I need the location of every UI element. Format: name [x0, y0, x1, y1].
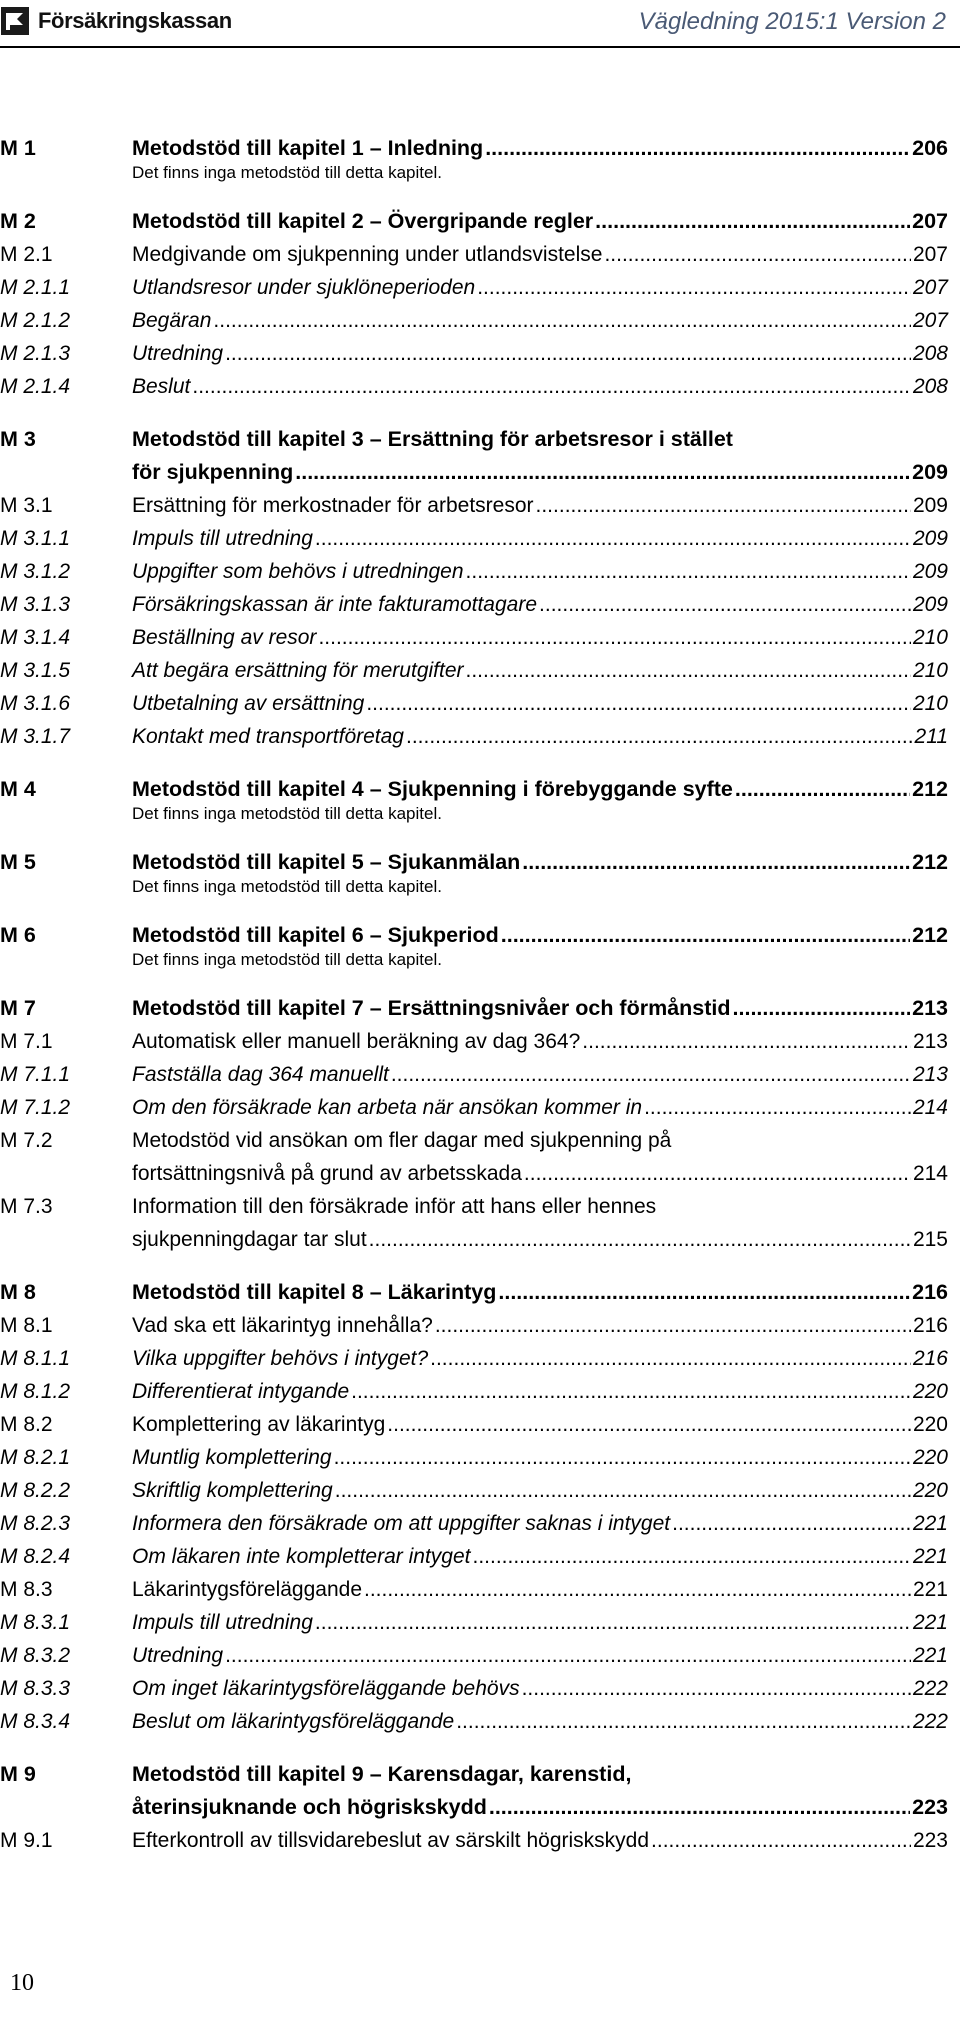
dot-leader: [406, 720, 913, 753]
toc-entry[interactable]: [0, 132, 948, 185]
toc-entry-page: 209: [912, 560, 948, 583]
dot-leader: [539, 588, 911, 621]
toc-entry-title: Metodstöd till kapitel 9 – Karensdagar, karenstid,: [132, 1762, 632, 1786]
toc-entry[interactable]: [0, 720, 948, 753]
toc-entry-title-wrap: [132, 1672, 948, 1705]
toc-entry-page: 221: [912, 1644, 948, 1667]
toc-entry-title-wrap: [132, 271, 948, 304]
toc-entry-title: Efterkontroll av tillsvidarebeslut av särskilt högriskskydd: [132, 1829, 650, 1852]
dot-leader: [595, 205, 910, 238]
toc-entry-number: M 4: [0, 777, 36, 801]
toc-entry-number: M 3.1.3: [0, 593, 71, 616]
toc-entry-page: 208: [912, 375, 948, 398]
dot-leader: [522, 846, 910, 879]
toc-entry[interactable]: [0, 588, 948, 621]
toc-entry-page: 220: [912, 1446, 948, 1469]
toc-entry-number: M 1: [0, 136, 36, 160]
dot-leader: [498, 1276, 910, 1309]
toc-entry-number: M 9: [0, 1762, 36, 1786]
toc-entry-title-wrap: [132, 992, 948, 1025]
toc-entry-page: 214: [912, 1096, 948, 1119]
toc-entry-page: 207: [912, 309, 948, 332]
dot-leader: [582, 1025, 911, 1058]
toc-entry-title-wrap: [132, 1791, 948, 1824]
dot-leader: [733, 992, 911, 1025]
toc-entry-number: M 2.1.2: [0, 309, 71, 332]
toc-entry-title: Metodstöd till kapitel 7 – Ersättningsnivåer och förmånstid: [132, 996, 731, 1020]
dot-leader: [387, 1408, 911, 1441]
dot-leader: [430, 1342, 911, 1375]
toc-entry[interactable]: [0, 337, 948, 370]
toc-entry[interactable]: [0, 1309, 948, 1342]
toc-entry-title-continued: sjukpenningdagar tar slut: [132, 1228, 367, 1251]
toc-entry-note: Det finns inga metodstöd till detta kapitel.: [132, 950, 442, 969]
toc-entry-page: 207: [912, 276, 948, 299]
toc-entry-title: Komplettering av läkarintyg: [132, 1413, 386, 1436]
toc-entry-title: Läkarintygsföreläggande: [132, 1578, 362, 1601]
toc-entry-title-wrap: [132, 1573, 948, 1606]
dot-leader: [369, 1223, 911, 1256]
toc-entry-page: 207: [912, 209, 948, 233]
toc-entry-page: 216: [912, 1280, 948, 1304]
toc-entry[interactable]: [0, 1639, 948, 1672]
flag-logo-icon: [0, 6, 30, 36]
dot-leader: [435, 1309, 911, 1342]
toc-entry[interactable]: [0, 621, 948, 654]
toc-entry[interactable]: [0, 687, 948, 720]
toc-entry[interactable]: [0, 370, 948, 403]
logo-text: Försäkringskassan: [38, 8, 232, 33]
toc-entry[interactable]: [0, 1540, 948, 1573]
toc-entry-title: Metodstöd till kapitel 4 – Sjukpenning i förebyggande syfte: [132, 777, 733, 801]
toc-entry-title: Medgivande om sjukpenning under utlandsvistelse: [132, 243, 603, 266]
toc-entry-page: 212: [912, 850, 948, 874]
toc-entry-page: 221: [912, 1578, 948, 1601]
toc-entry-page: 221: [912, 1611, 948, 1634]
toc-entry[interactable]: [0, 1441, 948, 1474]
toc-entry[interactable]: [0, 1058, 948, 1091]
dot-leader: [522, 1672, 911, 1705]
toc-entry[interactable]: [0, 1573, 948, 1606]
toc-entry-title-wrap: [132, 1441, 948, 1474]
toc-entry-title-wrap: [132, 337, 948, 370]
toc-entry-note: Det finns inga metodstöd till detta kapitel.: [132, 804, 442, 823]
toc-entry[interactable]: [0, 555, 948, 588]
toc-entry-title-wrap: [132, 1824, 948, 1857]
toc-entry[interactable]: [0, 1672, 948, 1705]
toc-entry-title-wrap: [132, 1606, 948, 1639]
toc-entry-title-wrap: [132, 489, 948, 522]
toc-entry-title-wrap: [132, 555, 948, 588]
toc-entry-title: Försäkringskassan är inte fakturamottagare: [132, 593, 538, 616]
toc-entry-number: M 8.2.2: [0, 1479, 71, 1502]
dot-leader: [651, 1824, 911, 1857]
toc-entry-number: M 3.1.7: [0, 725, 71, 748]
toc-entry[interactable]: [0, 522, 948, 555]
toc-entry-number: M 7.2: [0, 1129, 53, 1152]
toc-entry-number: M 8.3.3: [0, 1677, 71, 1700]
toc-entry-page: 220: [912, 1479, 948, 1502]
toc-entry-number: M 7.1.1: [0, 1063, 71, 1086]
toc-entry-title: Om inget läkarintygsföreläggande behövs: [132, 1677, 520, 1700]
toc-entry-page: 221: [912, 1545, 948, 1568]
toc-entry-number: M 6: [0, 923, 36, 947]
toc-entry-title: Utredning: [132, 1644, 224, 1667]
toc-entry-title-wrap: [132, 720, 948, 753]
toc-entry-title-wrap: [132, 238, 948, 271]
logo: [0, 6, 232, 36]
dot-leader: [366, 687, 911, 720]
dot-leader: [644, 1091, 911, 1124]
toc-entry-number: M 3: [0, 427, 36, 451]
toc-entry-page: 216: [912, 1347, 948, 1370]
toc-entry-title: Metodstöd till kapitel 1 – Inledning: [132, 136, 484, 160]
toc-entry-title: Metodstöd till kapitel 6 – Sjukperiod: [132, 923, 499, 947]
toc-entry-number: M 8.3: [0, 1578, 53, 1601]
toc-entry-page: 222: [912, 1710, 948, 1733]
toc-entry-title: Utlandsresor under sjuklöneperioden: [132, 276, 476, 299]
toc-entry[interactable]: [0, 919, 948, 972]
toc-entry-page: 222: [912, 1677, 948, 1700]
toc-entry-page: 208: [912, 342, 948, 365]
dot-leader: [489, 1791, 910, 1824]
dot-leader: [364, 1573, 911, 1606]
dot-leader: [334, 1441, 911, 1474]
toc-entry-title-wrap: [132, 1276, 948, 1309]
dot-leader: [456, 1705, 911, 1738]
page-number: 10: [10, 1970, 34, 1996]
dot-leader: [477, 271, 911, 304]
toc-entry-title: Utredning: [132, 342, 224, 365]
toc-entry-title-wrap: [132, 370, 948, 403]
toc-entry-title: Beslut: [132, 375, 191, 398]
toc-entry-page: 209: [912, 460, 948, 484]
toc-entry-title: Metodstöd till kapitel 3 – Ersättning för arbetsresor i stället: [132, 427, 733, 451]
toc-entry-number: M 3.1.1: [0, 527, 71, 550]
toc-entry-number: M 2.1.4: [0, 375, 71, 398]
toc-entry-title: Impuls till utredning: [132, 527, 313, 550]
toc-entry-page: 216: [912, 1314, 948, 1337]
toc-entry-title-wrap: [132, 1025, 948, 1058]
toc-entry-note: Det finns inga metodstöd till detta kapitel.: [132, 163, 442, 182]
toc-entry[interactable]: [0, 1190, 948, 1256]
toc-entry-title: Begäran: [132, 309, 212, 332]
toc-entry-title-wrap: [132, 205, 948, 238]
toc-entry-page: 209: [912, 527, 948, 550]
dot-leader: [213, 304, 911, 337]
toc-entry-title-continued: fortsättningsnivå på grund av arbetsskada: [132, 1162, 522, 1185]
toc-entry-number: M 7.1.2: [0, 1096, 71, 1119]
toc-entry-number: M 8.2: [0, 1413, 53, 1436]
toc-entry-number: M 8.3.2: [0, 1644, 71, 1667]
dot-leader: [466, 654, 911, 687]
toc-entry[interactable]: [0, 1375, 948, 1408]
dot-leader: [315, 1606, 911, 1639]
toc-entry-title: Att begära ersättning för merutgifter: [132, 659, 464, 682]
toc-entry-page: 209: [912, 593, 948, 616]
toc-entry-title-wrap: [132, 1639, 948, 1672]
toc-entry-number: M 2.1.3: [0, 342, 71, 365]
toc-entry-number: M 8.3.1: [0, 1611, 71, 1634]
toc-entry-number: M 8.2.1: [0, 1446, 71, 1469]
toc-entry-title: Vad ska ett läkarintyg innehålla?: [132, 1314, 433, 1337]
toc-entry-number: M 8.2.3: [0, 1512, 71, 1535]
dot-leader: [315, 522, 911, 555]
dot-leader: [295, 456, 910, 489]
toc-entry-title: Ersättning för merkostnader för arbetsresor: [132, 494, 534, 517]
toc-entry[interactable]: [0, 1606, 948, 1639]
toc-entry-number: M 3.1.2: [0, 560, 71, 583]
toc-entry-title: Automatisk eller manuell beräkning av dag 364?: [132, 1030, 581, 1053]
dot-leader: [225, 337, 911, 370]
toc-entry-title-wrap: [132, 1091, 948, 1124]
toc-entry-page: 221: [912, 1512, 948, 1535]
dot-leader: [335, 1474, 911, 1507]
toc-entry[interactable]: [0, 1474, 948, 1507]
toc-entry[interactable]: [0, 1705, 948, 1738]
toc-entry-title-wrap: [132, 1342, 948, 1375]
toc-entry-title-wrap: [132, 654, 948, 687]
toc-entry-number: M 3.1.5: [0, 659, 71, 682]
dot-leader: [536, 489, 911, 522]
toc-entry-title: Om den försäkrade kan arbeta när ansökan kommer in: [132, 1096, 643, 1119]
toc-entry-number: M 3.1: [0, 494, 53, 517]
toc-entry-title-wrap: [132, 1705, 948, 1738]
toc-entry-title-wrap: [132, 1223, 948, 1256]
toc-entry-number: M 2.1: [0, 243, 53, 266]
toc-entry-title: Impuls till utredning: [132, 1611, 313, 1634]
toc-entry-title-wrap: [132, 522, 948, 555]
dot-leader: [524, 1157, 911, 1190]
toc-entry-page: 206: [912, 136, 948, 160]
toc-entry-number: M 3.1.4: [0, 626, 71, 649]
toc-entry-page: 210: [912, 626, 948, 649]
toc-entry-number: M 7: [0, 996, 36, 1020]
toc-entry-number: M 7.1: [0, 1030, 53, 1053]
toc-entry-title: Beslut om läkarintygsföreläggande: [132, 1710, 455, 1733]
toc-entry-title-wrap: [132, 1474, 948, 1507]
toc-entry-page: 213: [912, 1030, 948, 1053]
toc-entry[interactable]: [0, 1824, 948, 1857]
toc-entry[interactable]: [0, 1408, 948, 1441]
toc-entry[interactable]: [0, 846, 948, 899]
toc-entry-title: Informera den försäkrade om att uppgifter saknas i intyget: [132, 1512, 671, 1535]
toc-entry-page: 213: [912, 1063, 948, 1086]
toc-entry-title-continued: återinsjuknande och högriskskydd: [132, 1795, 487, 1819]
header-divider: [0, 46, 960, 48]
toc-entry[interactable]: [0, 1025, 948, 1058]
dot-leader: [192, 370, 911, 403]
toc-entry-number: M 8.3.4: [0, 1710, 71, 1733]
toc-entry-title-wrap: [132, 1375, 948, 1408]
toc-entry-number: M 3.1.6: [0, 692, 71, 715]
toc-entry[interactable]: [0, 238, 948, 271]
toc-entry-page: 210: [912, 659, 948, 682]
toc-entry-page: 220: [912, 1380, 948, 1403]
toc-entry[interactable]: [0, 489, 948, 522]
dot-leader: [604, 238, 910, 271]
toc-entry[interactable]: [0, 423, 948, 489]
toc-entry-number: M 8: [0, 1280, 36, 1304]
toc-entry-title: Om läkaren inte kompletterar intyget: [132, 1545, 471, 1568]
toc-entry-title: Vilka uppgifter behövs i intyget?: [132, 1347, 429, 1370]
toc-entry-title-wrap: [132, 687, 948, 720]
toc-entry-number: M 8.1.1: [0, 1347, 71, 1370]
toc-entry-page: 210: [912, 692, 948, 715]
toc-entry-title-wrap: [132, 588, 948, 621]
toc-entry-number: M 8.1: [0, 1314, 53, 1337]
table-of-contents: [0, 132, 948, 1857]
toc-entry-title: Metodstöd vid ansökan om fler dagar med sjukpenning på: [132, 1129, 672, 1152]
toc-entry-title: Utbetalning av ersättning: [132, 692, 365, 715]
toc-entry[interactable]: [0, 1342, 948, 1375]
toc-entry[interactable]: [0, 205, 948, 238]
toc-entry-title: Uppgifter som behövs i utredningen: [132, 560, 464, 583]
toc-entry[interactable]: [0, 1091, 948, 1124]
dot-leader: [391, 1058, 911, 1091]
toc-entry-page: 223: [912, 1829, 948, 1852]
toc-entry-title-wrap: [132, 1408, 948, 1441]
toc-entry-title: Muntlig komplettering: [132, 1446, 332, 1469]
dot-leader: [318, 621, 911, 654]
toc-entry-number: M 2: [0, 209, 36, 233]
toc-entry-page: 213: [912, 996, 948, 1020]
toc-entry-title-wrap: [132, 621, 948, 654]
toc-entry-title-wrap: [132, 1058, 948, 1091]
toc-entry-number: M 5: [0, 850, 36, 874]
toc-entry[interactable]: [0, 1507, 948, 1540]
dot-leader: [672, 1507, 911, 1540]
toc-entry-title-continued: för sjukpenning: [132, 460, 294, 484]
toc-entry-number: M 7.3: [0, 1195, 53, 1218]
toc-entry-title: Kontakt med transportföretag: [132, 725, 404, 748]
toc-entry-page: 220: [912, 1413, 948, 1436]
toc-entry-title: Skriftlig komplettering: [132, 1479, 333, 1502]
toc-entry-page: 214: [912, 1162, 948, 1185]
toc-entry-page: 212: [912, 777, 948, 801]
toc-entry-number: M 9.1: [0, 1829, 53, 1852]
toc-entry-number: M 2.1.1: [0, 276, 71, 299]
toc-entry-page: 223: [912, 1795, 948, 1819]
toc-entry-number: M 8.2.4: [0, 1545, 71, 1568]
toc-entry-number: M 8.1.2: [0, 1380, 71, 1403]
toc-entry-title: Information till den försäkrade inför att hans eller hennes: [132, 1195, 657, 1218]
toc-entry-title-wrap: [132, 304, 948, 337]
dot-leader: [735, 773, 910, 806]
toc-entry-title-wrap: [132, 456, 948, 489]
toc-entry-page: 211: [914, 725, 948, 748]
dot-leader: [225, 1639, 911, 1672]
toc-entry-title-wrap: [132, 1157, 948, 1190]
page-header: [0, 0, 960, 48]
toc-entry-title: Metodstöd till kapitel 8 – Läkarintyg: [132, 1280, 497, 1304]
toc-entry[interactable]: [0, 773, 948, 826]
toc-entry-title: Fastställa dag 364 manuellt: [132, 1063, 389, 1086]
toc-entry-page: 215: [912, 1228, 948, 1251]
toc-entry-page: 209: [912, 494, 948, 517]
toc-entry[interactable]: [0, 271, 948, 304]
dot-leader: [485, 132, 910, 165]
toc-entry-title-wrap: [132, 1309, 948, 1342]
toc-entry-title-wrap: [132, 1540, 948, 1573]
toc-entry[interactable]: [0, 1758, 948, 1824]
toc-entry-note: Det finns inga metodstöd till detta kapitel.: [132, 877, 442, 896]
toc-entry-title: Differentierat intygande: [132, 1380, 350, 1403]
toc-entry-title: Metodstöd till kapitel 5 – Sjukanmälan: [132, 850, 521, 874]
toc-entry-page: 207: [912, 243, 948, 266]
toc-entry[interactable]: [0, 304, 948, 337]
toc-entry-title-wrap: [132, 1507, 948, 1540]
toc-entry[interactable]: [0, 1276, 948, 1309]
toc-entry-page: 212: [912, 923, 948, 947]
dot-leader: [472, 1540, 910, 1573]
toc-entry-title: Metodstöd till kapitel 2 – Övergripande regler: [132, 209, 594, 233]
toc-entry[interactable]: [0, 992, 948, 1025]
dot-leader: [351, 1375, 911, 1408]
toc-entry[interactable]: [0, 1124, 948, 1190]
dot-leader: [501, 919, 910, 952]
dot-leader: [466, 555, 911, 588]
toc-entry-title: Beställning av resor: [132, 626, 317, 649]
toc-entry[interactable]: [0, 654, 948, 687]
document-version: Vägledning 2015:1 Version 2: [638, 8, 946, 35]
